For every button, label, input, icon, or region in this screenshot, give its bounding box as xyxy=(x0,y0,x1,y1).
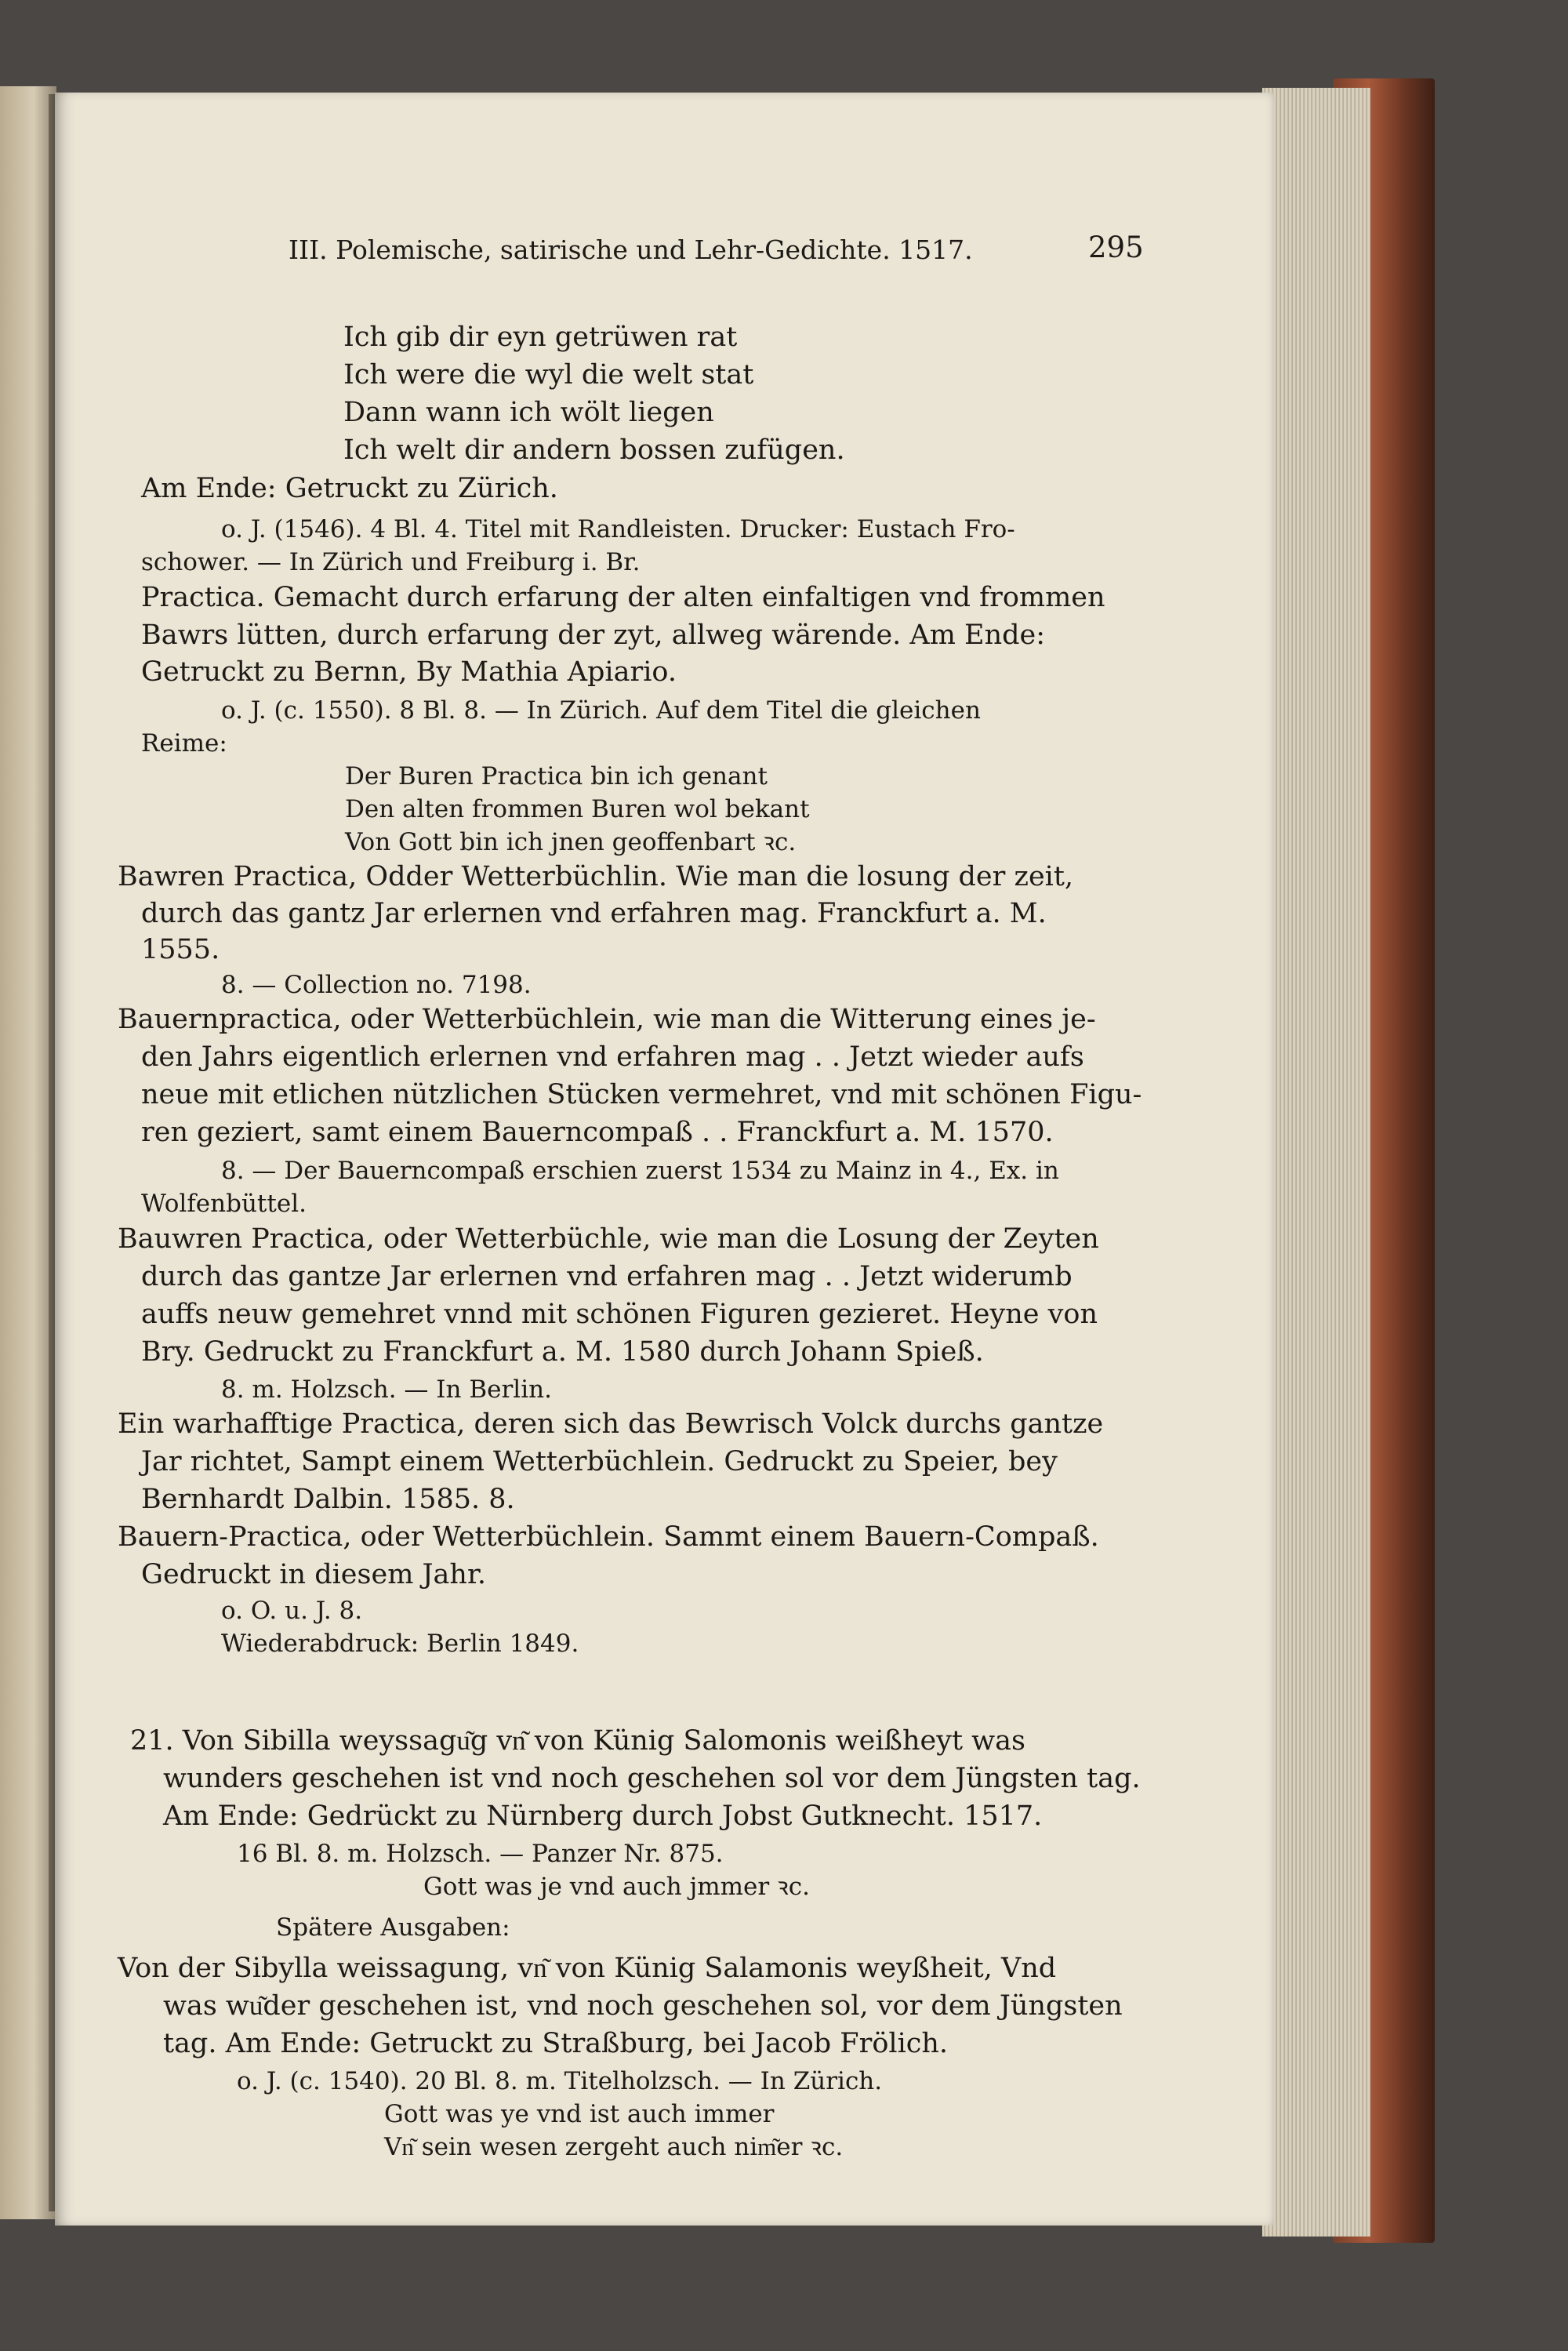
text-line: ren geziert, samt einem Bauerncompaß . . Franckfurt a. M. 1570. xyxy=(141,1117,1054,1148)
text-line: Von der Sibylla weissagung, vn͂ von Künig Salamonis weyßheit, Vnd xyxy=(118,1953,1057,1984)
text-line: Ich gib dir eyn getrüwen rat xyxy=(343,322,738,353)
text-line: auffs neuw gemehret vnnd mit schönen Figuren gezieret. Heyne von xyxy=(141,1299,1098,1330)
text-line: durch das gantze Jar erlernen vnd erfahren mag . . Jetzt widerumb xyxy=(141,1261,1073,1292)
text-line: Von Gott bin ich jnen geoffenbart ꝛc. xyxy=(345,828,797,856)
text-line: wunders geschehen ist vnd noch geschehen sol vor dem Jüngsten tag. xyxy=(163,1763,1141,1794)
text-line: Der Buren Practica bin ich genant xyxy=(345,762,768,790)
text-line: 8. — Collection no. 7198. xyxy=(221,971,532,999)
text-line: Gott was ye vnd ist auch immer xyxy=(384,2100,775,2128)
text-line: schower. — In Zürich und Freiburg i. Br. xyxy=(141,548,641,576)
text-line: Bawrs lütten, durch erfarung der zyt, allweg wärende. Am Ende: xyxy=(141,620,1046,651)
text-line: Wiederabdruck: Berlin 1849. xyxy=(221,1630,579,1658)
book-page xyxy=(55,93,1274,2226)
text-line: Bauern-Practica, oder Wetterbüchlein. Sammt einem Bauern-Compaß. xyxy=(118,1521,1099,1553)
running-header: III. Polemische, satirische und Lehr-Gedichte. 1517. xyxy=(289,234,973,265)
text-line: Gott was je vnd auch jmmer ꝛc. xyxy=(423,1873,810,1901)
section-heading: Spätere Ausgaben: xyxy=(276,1913,510,1942)
text-line: Bawren Practica, Odder Wetterbüchlin. Wie man die losung der zeit, xyxy=(118,861,1074,892)
text-line: Reime: xyxy=(141,729,227,758)
text-line: Bauwren Practica, oder Wetterbüchle, wie man die Losung der Zeyten xyxy=(118,1223,1099,1255)
text-line: Bry. Gedruckt zu Franckfurt a. M. 1580 durch Johann Spieß. xyxy=(141,1336,984,1368)
text-line: Den alten frommen Buren wol bekant xyxy=(345,795,810,823)
text-line: o. O. u. J. 8. xyxy=(221,1597,363,1625)
text-line: Getruckt zu Bernn, By Mathia Apiario. xyxy=(141,656,677,688)
text-line: 8. — Der Bauerncompaß erschien zuerst 1534 zu Mainz in 4., Ex. in xyxy=(221,1157,1059,1185)
text-line: Bauernpractica, oder Wetterbüchlein, wie man die Witterung eines je- xyxy=(118,1004,1096,1035)
text-line: Bernhardt Dalbin. 1585. 8. xyxy=(141,1484,515,1515)
text-line: den Jahrs eigentlich erlernen vnd erfahren mag . . Jetzt wieder aufs xyxy=(141,1041,1084,1073)
text-line: Practica. Gemacht durch erfarung der alten einfaltigen vnd frommen xyxy=(141,582,1105,613)
text-line: tag. Am Ende: Getruckt zu Straßburg, bei Jacob Frölich. xyxy=(163,2028,949,2059)
text-line: was wu͂der geschehen ist, vnd noch geschehen sol, vor dem Jüngsten xyxy=(163,1990,1123,2022)
text-line: Wolfenbüttel. xyxy=(141,1190,307,1218)
page-number: 295 xyxy=(1088,231,1144,264)
page-edges xyxy=(1262,88,1370,2237)
text-line: o. J. (c. 1550). 8 Bl. 8. — In Zürich. Auf dem Titel die gleichen xyxy=(221,696,981,725)
text-line: Am Ende: Getruckt zu Zürich. xyxy=(141,473,558,504)
text-line: 8. m. Holzsch. — In Berlin. xyxy=(221,1375,552,1404)
text-line: Ich were die wyl die welt stat xyxy=(343,359,754,391)
text-line: Ich welt dir andern bossen zufügen. xyxy=(343,434,845,466)
text-line: 16 Bl. 8. m. Holzsch. — Panzer Nr. 875. xyxy=(237,1840,724,1868)
text-line: Vn͂ sein wesen zergeht auch nim͂er ꝛc. xyxy=(384,2133,844,2161)
text-line: Dann wann ich wölt liegen xyxy=(343,397,714,428)
text-line: Am Ende: Gedrückt zu Nürnberg durch Jobst Gutknecht. 1517. xyxy=(163,1800,1043,1832)
text-line: Ein warhafftige Practica, deren sich das Bewrisch Volck durchs gantze xyxy=(118,1408,1104,1440)
text-line: neue mit etlichen nützlichen Stücken vermehret, vnd mit schönen Figu- xyxy=(141,1079,1142,1110)
text-line: o. J. (1546). 4 Bl. 4. Titel mit Randleisten. Drucker: Eustach Fro- xyxy=(221,515,1015,543)
text-line: Gedruckt in diesem Jahr. xyxy=(141,1559,486,1590)
text-line: o. J. (c. 1540). 20 Bl. 8. m. Titelholzsch. — In Zürich. xyxy=(237,2067,883,2095)
text-line: Jar richtet, Sampt einem Wetterbüchlein. Gedruckt zu Speier, bey xyxy=(141,1446,1058,1477)
text-line: 1555. xyxy=(141,934,220,965)
text-line: durch das gantz Jar erlernen vnd erfahren mag. Franckfurt a. M. xyxy=(141,898,1047,929)
text-line: 21. Von Sibilla weyssagu͂g vn͂ von Künig Salomonis weißheyt was xyxy=(130,1725,1025,1757)
